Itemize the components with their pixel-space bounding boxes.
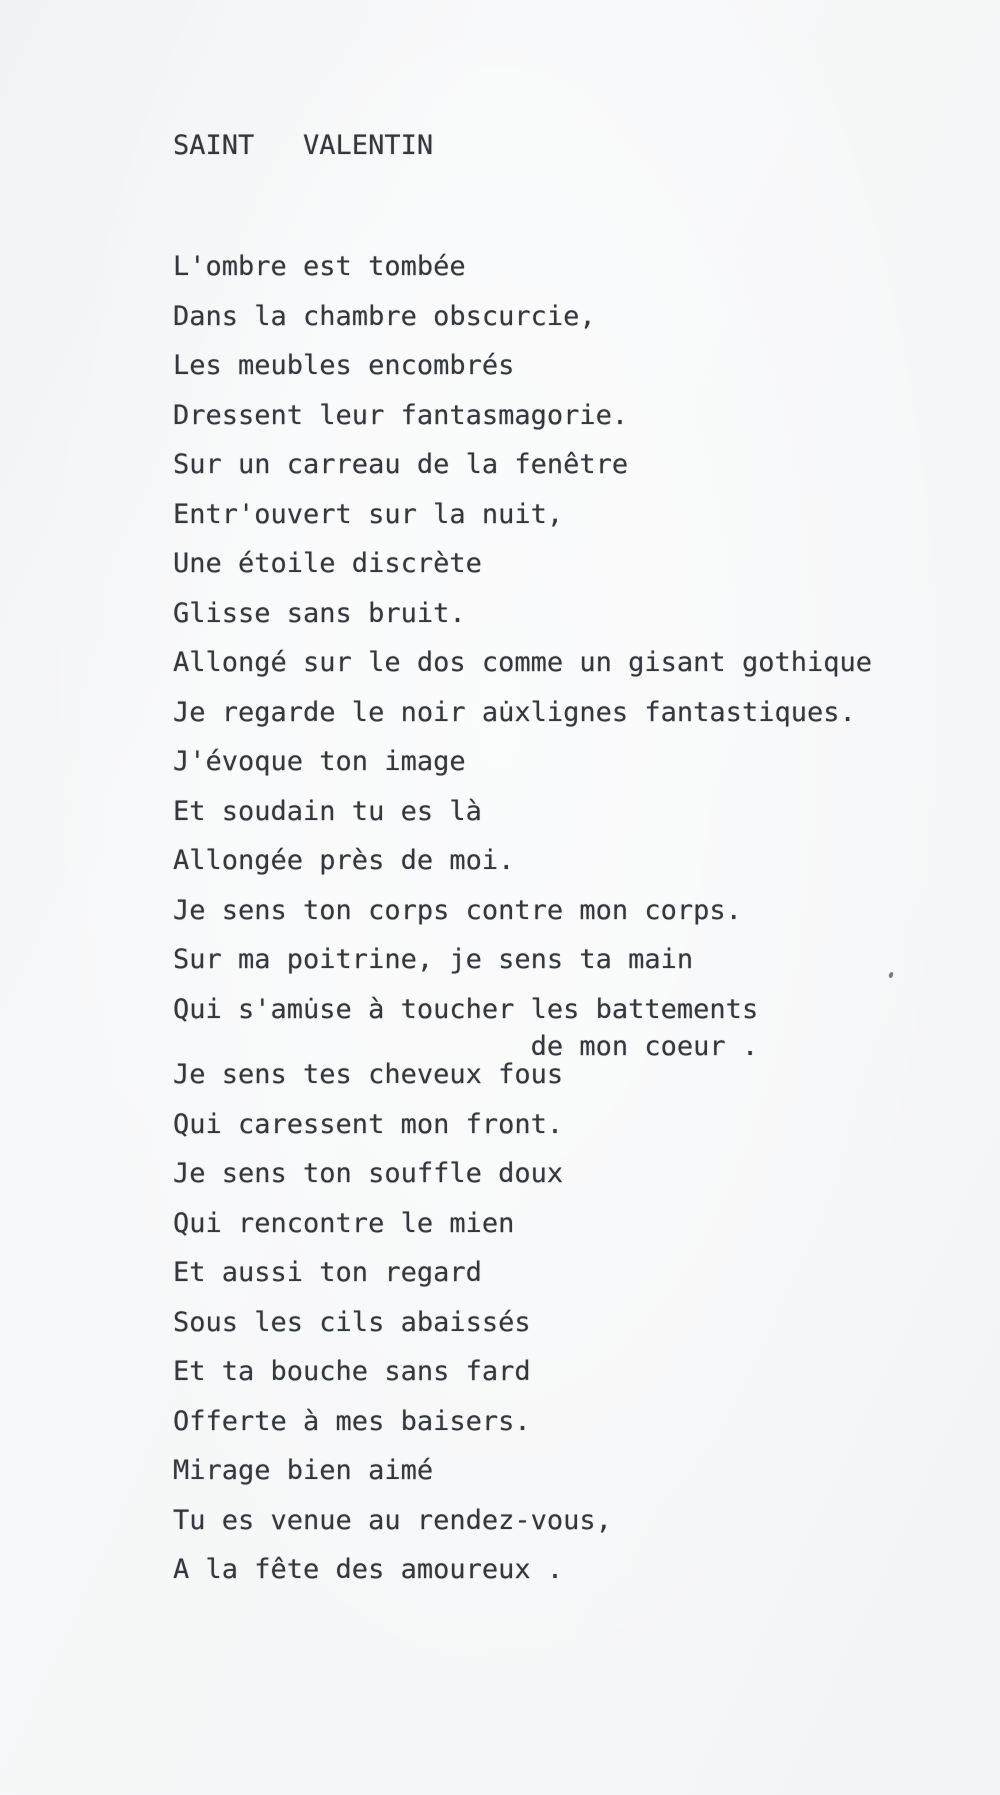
poem-line: Entr'ouvert sur la nuit, [173, 498, 564, 530]
poem-line: Je regarde le noir au̇xlignes fantastiques. [173, 696, 856, 728]
poem-line: Allongé sur le dos comme un gisant gothique [173, 647, 872, 678]
poem-line: Glisse sans bruit. [173, 597, 466, 629]
poem-line: Je sens tes cheveux fous [173, 1059, 564, 1090]
poem-title: SAINT VALENTIN [173, 130, 434, 161]
poem-line: Qui rencontre le mien [173, 1207, 515, 1239]
poem-line: A la fête des amoureux . [173, 1554, 564, 1585]
poem-line: Qui s'amu̇se à toucher les battements [173, 993, 759, 1025]
poem-line: L'ombre est tombée [173, 251, 466, 282]
poem-line: Mirage bien aimé [173, 1455, 434, 1486]
poem-line: Dans la chambre obscurcie, [173, 300, 596, 332]
poem-line: Sur un carreau de la fenêtre [173, 449, 629, 480]
ink-speck [888, 972, 893, 979]
poem-line: Je sens ton souffle doux [173, 1158, 564, 1189]
poem-line: Sur ma poitrine, je sens ta main [173, 944, 694, 975]
poem-line: Je sens ton corps contre mon corps. [173, 894, 742, 926]
poem-line: Et aussi ton regard [173, 1257, 482, 1288]
poem-line: Tu es venue au rendez-vous, [173, 1504, 612, 1536]
poem-line: Offerte à mes baisers. [173, 1405, 531, 1437]
poem-line: Allongée près de moi. [173, 845, 515, 876]
poem-line: Et soudain tu es là [173, 795, 482, 827]
poem-line: Les meubles encombrés [173, 350, 515, 381]
poem-line: Qui caressent mon front. [173, 1108, 564, 1140]
poem-line: Une étoile discrète [173, 548, 482, 579]
poem-line-continuation: de mon coeur . [173, 1031, 759, 1062]
poem-line: Et ta bouche sans fard [173, 1356, 531, 1387]
typed-poem [173, 242, 872, 1595]
poem-line: Dressent leur fantasmagorie. [173, 399, 629, 431]
poem-line: J'évoque ton image [173, 746, 466, 777]
poem-line: Sous les cils abaissés [173, 1306, 531, 1338]
